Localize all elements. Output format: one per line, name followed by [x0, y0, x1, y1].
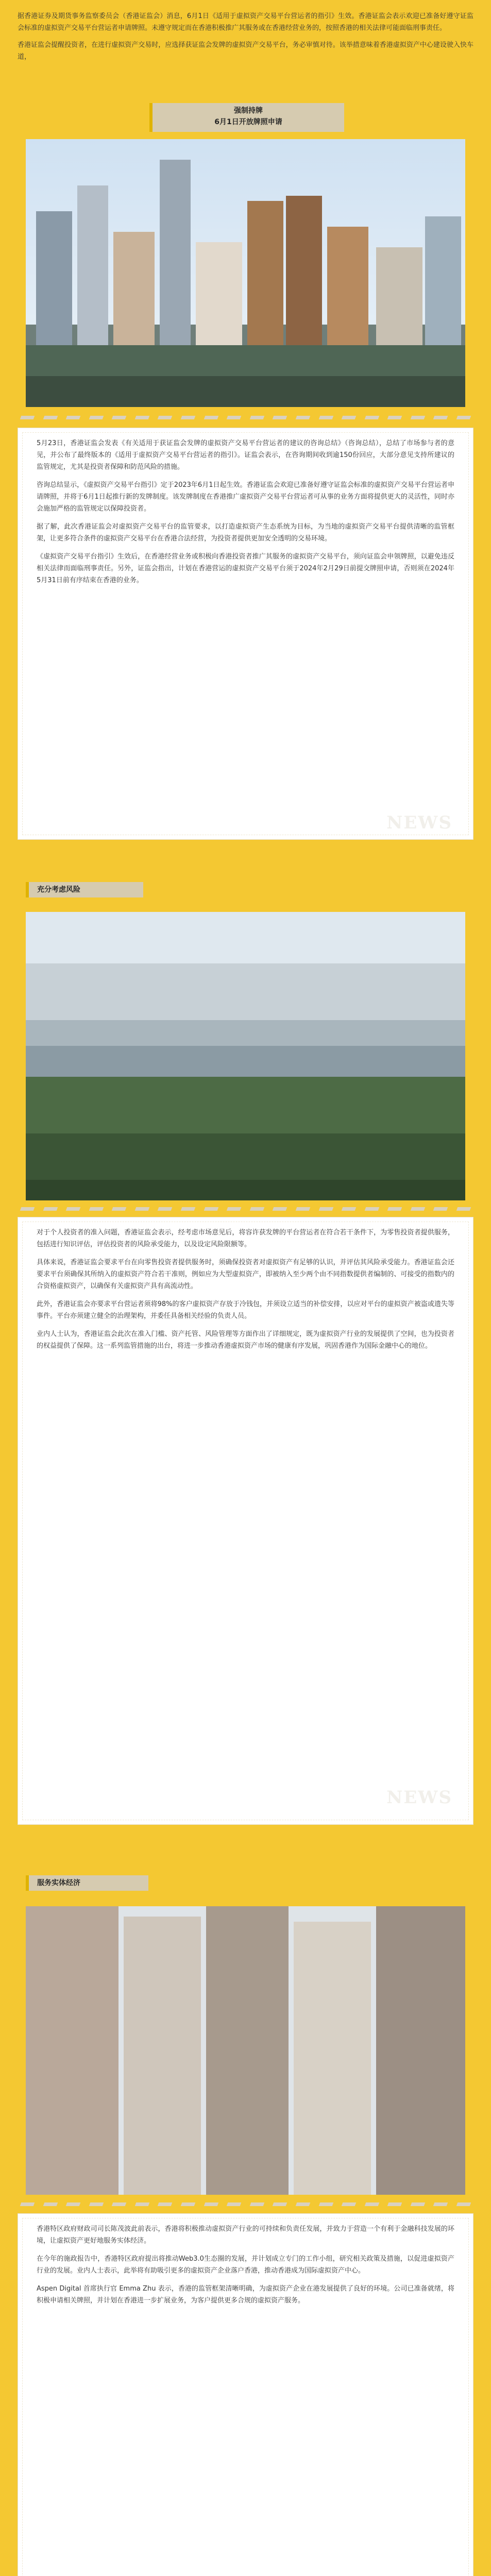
article-paragraph: 此外，香港证监会亦要求平台营运者须将98%的客户虚拟资产存放于冷钱包，并须设立适当的补偿安排，以应对平台的虚拟资产被盗或遗失等事件。平台亦须建立健全的治理架构，并委任具备相关经验的负责人员。: [37, 1300, 454, 1320]
intro-paragraph: 香港证监会提醒投资者，在进行虚拟资产交易时，应选择获证监会发牌的虚拟资产交易平台，务必审慎对待。该举措意味着香港虚拟资产中心建设驶入快车道，: [18, 41, 473, 61]
news-watermark: NEWS: [386, 812, 452, 833]
hong-kong-skyline-photo: [26, 139, 465, 407]
section-title-real-economy: 服务实体经济: [26, 1875, 148, 1891]
section-title-licensing: [149, 103, 344, 132]
harbour-photo: [26, 912, 465, 1200]
article-paragraph: 对于个人投资者的准入问题，香港证监会表示，经考虑市场意见后，将容许获发牌的平台营运者在符合若干条件下，为零售投资者提供服务，包括进行知识评估，评估投资者的风险承受能力，以及设定风险限额等。: [37, 1229, 454, 1248]
residential-towers-photo: [26, 1906, 465, 2195]
section-title-risk: 充分考虑风险: [26, 882, 143, 897]
article-paragraph: 5月23日，香港证监会发表《有关适用于获证监会发牌的虚拟资产交易平台营运者的建议的咨询总结》（咨询总结），总结了市场参与者的意见，并公布了最终版本的《适用于虚拟资产交易平台营运者的指引》。证监会表示，在咨询期间收到逾150份回应，大部分意见支持所建议的监管规定，尤其是投资者保障和防范风险的措施。: [37, 439, 454, 471]
article-paragraph: 咨询总结显示，《虚拟资产交易平台指引》定于2023年6月1日起生效。香港证监会欢迎已准备好遵守证监会标准的虚拟资产交易平台营运者申请牌照，并将于6月1日起推行新的发牌制度。该发牌制度在香港推广虚拟资产交易平台营运者可从事的业务方面将提供更大的灵活性，同时亦会施加严格的监管规定以保障投资者。: [37, 481, 454, 513]
decorative-dashes: [21, 413, 470, 421]
article-paragraph: 香港特区政府财政司司长陈茂波此前表示，香港将积极推动虚拟资产行业的可持续和负责任发展，并致力于营造一个有利于金融科技发展的环境，让虚拟资产更好地服务实体经济。: [37, 2225, 454, 2245]
article-paragraph: 在今年的施政报告中，香港特区政府提出将推动Web3.0生态圈的发展，并计划成立专门的工作小组，研究相关政策及措施，以促进虚拟资产行业的发展。业内人士表示，此举将有助吸引更多的虚拟资产企业落户香港，推动香港成为国际虚拟资产中心。: [37, 2255, 454, 2275]
section-title-line: 强制持牌: [234, 107, 263, 115]
article-paragraph: 《虚拟资产交易平台指引》生效后，在香港经营业务或积极向香港投资者推广其服务的虚拟资产交易平台，须向证监会申领牌照，以避免违反相关法律而面临刑事责任。另外，证监会指出，计划在香港营运的虚拟资产交易平台须于2024年2月29日前提交牌照申请，否则须在2024年5月31日前有序结束在香港的业务。: [37, 553, 454, 584]
article-card-real-economy: [18, 2213, 473, 2576]
article-paragraph: 据了解，此次香港证监会对虚拟资产交易平台的监管要求，以打造虚拟资产生态系统为目标，为当地的虚拟资产交易平台提供清晰的监管框架，让更多符合条件的虚拟资产交易平台在香港合法经营，为投资者提供更加安全透明的交易环境。: [37, 523, 454, 543]
article-paragraph: Aspen Digital 首席执行官 Emma Zhu 表示，香港的监管框架清晰明确，为虚拟资产企业在港发展提供了良好的环境。公司已准备就绪，将积极申请相关牌照，并计划在香港进一步扩展业务，为客户提供更多合规的虚拟资产服务。: [37, 2285, 454, 2304]
decorative-dashes: [21, 1205, 470, 1213]
article-card-risk: [18, 1217, 473, 1825]
article-paragraph: 具体来说，香港证监会要求平台在向零售投资者提供服务时，须确保投资者对虚拟资产有足够的认识，并评估其风险承受能力。香港证监会还要求平台须确保其所纳入的虚拟资产符合若干准则，例如应为大型虚拟资产，即被纳入至少两个由不同指数提供者编制的、可接受的指数内的合资格虚拟资产，以确保有关虚拟资产具有高流动性。: [37, 1259, 454, 1290]
section-title-line: 6月1日开放牌照申请: [214, 118, 282, 126]
decorative-dashes: [21, 2200, 470, 2208]
article-card-licensing: [18, 428, 473, 840]
intro-text: [18, 10, 473, 68]
intro-paragraph: 据香港证券及期货事务监察委员会（香港证监会）消息，6月1日《适用于虚拟资产交易平台营运者的指引》生效。香港证监会表示欢迎已准备好遵守证监会标准的虚拟资产交易平台营运者申请牌照。未遵守规定而在香港积极推广其服务或在香港经营业务的，按照香港的相关法律可能面临刑事责任。: [18, 12, 473, 32]
news-watermark: NEWS: [386, 1787, 452, 1808]
article-paragraph: 业内人士认为，香港证监会此次在准入门槛、资产托管、风险管理等方面作出了详细规定，既为虚拟资产行业的发展提供了空间，也为投资者的权益提供了保障。这一系列监管措施的出台，将进一步推动香港虚拟资产市场的健康有序发展，巩固香港作为国际金融中心的地位。: [37, 1330, 454, 1350]
